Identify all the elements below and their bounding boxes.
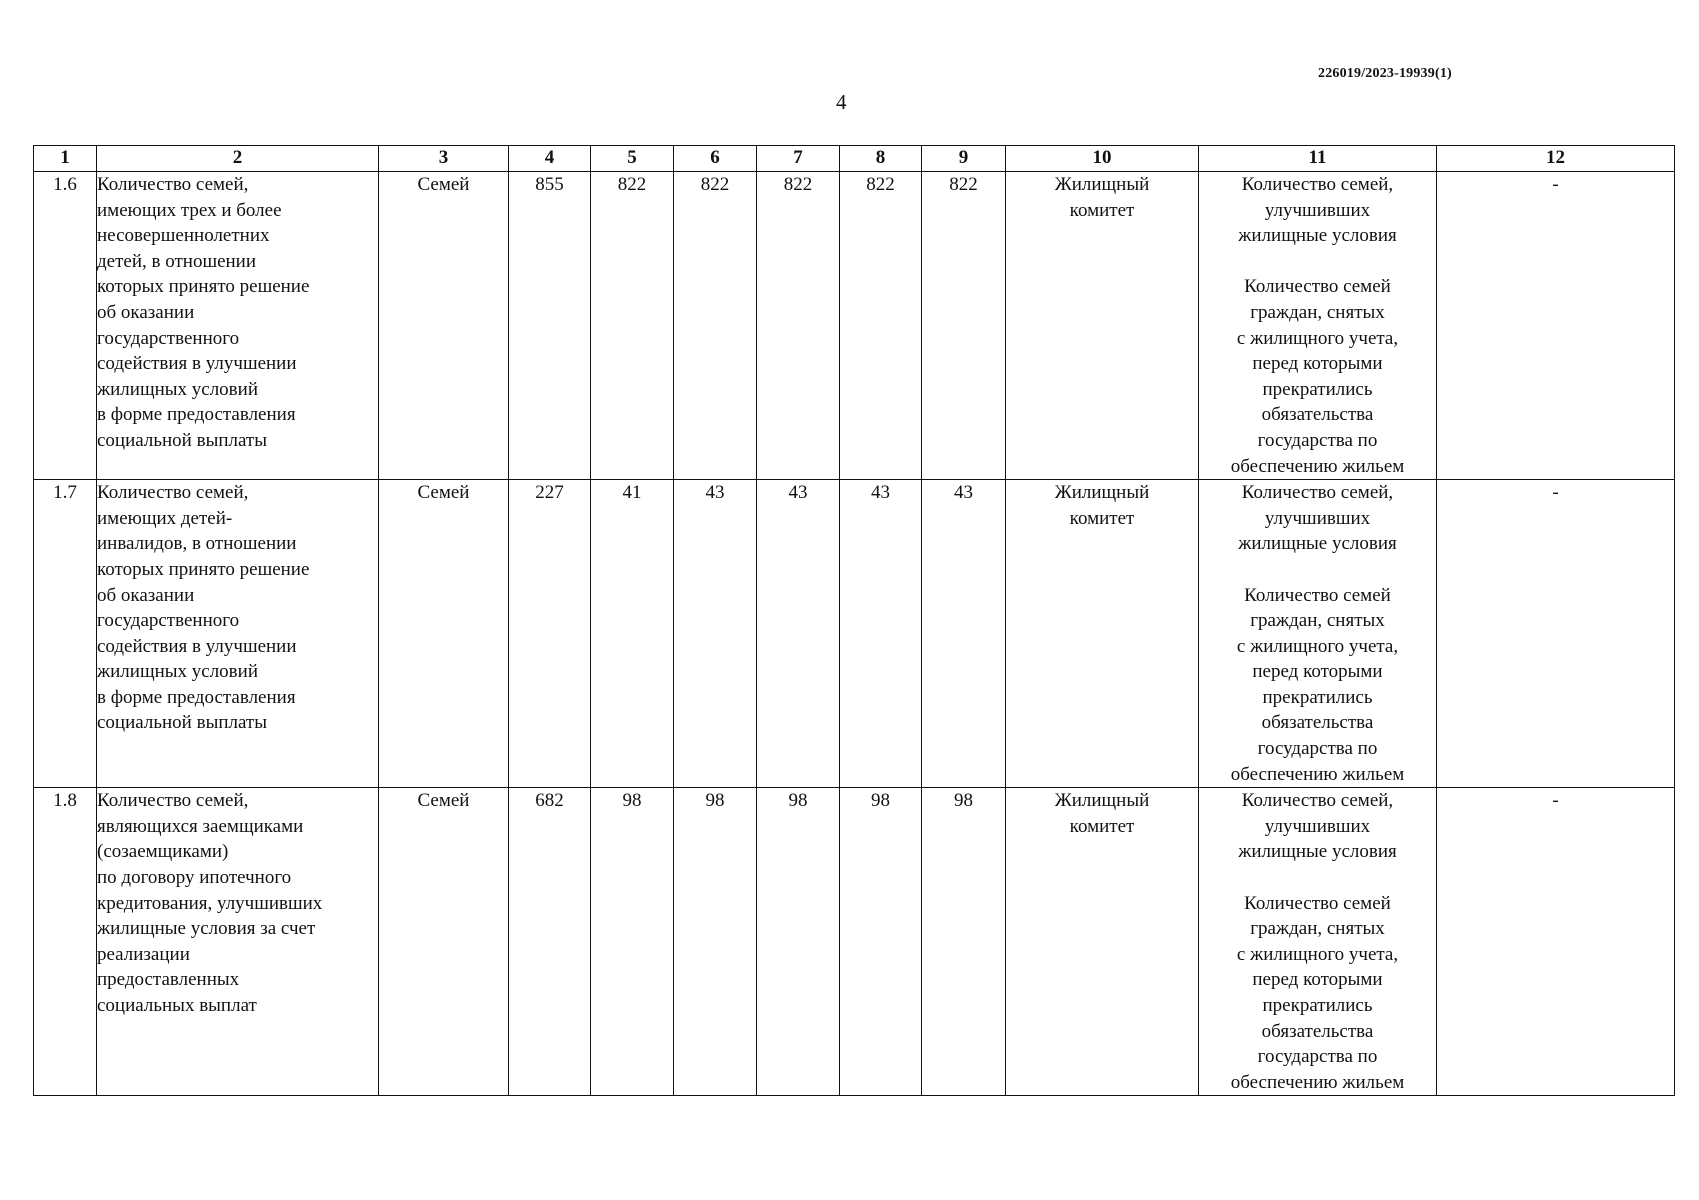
value-cell: 98 bbox=[591, 788, 674, 1096]
column-header: 2 bbox=[97, 146, 379, 172]
value-cell: 822 bbox=[591, 172, 674, 480]
value-cell: 682 bbox=[509, 788, 591, 1096]
note-cell: - bbox=[1437, 480, 1675, 788]
unit-cell: Семей bbox=[379, 788, 509, 1096]
column-header: 10 bbox=[1006, 146, 1199, 172]
value-cell: 855 bbox=[509, 172, 591, 480]
indicator-name: Количество семей, имеющих детей- инвалидов, в отношении которых принято решение об оказании государственного содействия в улучшении жилищных условий в форме предоставления социальной выплаты bbox=[97, 480, 379, 788]
column-header: 3 bbox=[379, 146, 509, 172]
value-cell: 822 bbox=[922, 172, 1006, 480]
value-cell: 98 bbox=[922, 788, 1006, 1096]
row-number: 1.7 bbox=[34, 480, 97, 788]
value-cell: 822 bbox=[840, 172, 922, 480]
result-indicator-cell: Количество семей, улучшивших жилищные условия Количество семей граждан, снятых с жилищного учета, перед которыми прекратились обязательства государства по обеспечению жильем bbox=[1199, 788, 1437, 1096]
page-number: 4 bbox=[836, 90, 847, 114]
table-row bbox=[34, 788, 1675, 1096]
value-cell: 43 bbox=[840, 480, 922, 788]
unit-cell: Семей bbox=[379, 480, 509, 788]
column-header: 8 bbox=[840, 146, 922, 172]
result-indicator-cell: Количество семей, улучшивших жилищные условия Количество семей граждан, снятых с жилищного учета, перед которыми прекратились обязательства государства по обеспечению жильем bbox=[1199, 172, 1437, 480]
value-cell: 98 bbox=[757, 788, 840, 1096]
header-row bbox=[34, 146, 1675, 172]
column-header: 1 bbox=[34, 146, 97, 172]
table-row bbox=[34, 172, 1675, 480]
responsible-cell: Жилищный комитет bbox=[1006, 480, 1199, 788]
responsible-cell: Жилищный комитет bbox=[1006, 172, 1199, 480]
value-cell: 43 bbox=[674, 480, 757, 788]
unit-cell: Семей bbox=[379, 172, 509, 480]
column-header: 12 bbox=[1437, 146, 1675, 172]
column-header: 11 bbox=[1199, 146, 1437, 172]
column-header: 6 bbox=[674, 146, 757, 172]
value-cell: 43 bbox=[922, 480, 1006, 788]
document-id: 226019/2023-19939(1) bbox=[1318, 66, 1452, 81]
value-cell: 822 bbox=[674, 172, 757, 480]
column-header: 5 bbox=[591, 146, 674, 172]
indicator-name: Количество семей, имеющих трех и более несовершеннолетних детей, в отношении которых принято решение об оказании государственного содействия в улучшении жилищных условий в форме предоставления социальной выплаты bbox=[97, 172, 379, 480]
note-cell: - bbox=[1437, 788, 1675, 1096]
value-cell: 98 bbox=[674, 788, 757, 1096]
note-cell: - bbox=[1437, 172, 1675, 480]
row-number: 1.6 bbox=[34, 172, 97, 480]
indicators-table bbox=[33, 145, 1675, 1096]
column-header: 7 bbox=[757, 146, 840, 172]
responsible-cell: Жилищный комитет bbox=[1006, 788, 1199, 1096]
value-cell: 43 bbox=[757, 480, 840, 788]
value-cell: 41 bbox=[591, 480, 674, 788]
value-cell: 227 bbox=[509, 480, 591, 788]
column-header: 4 bbox=[509, 146, 591, 172]
table-row bbox=[34, 480, 1675, 788]
column-header: 9 bbox=[922, 146, 1006, 172]
value-cell: 822 bbox=[757, 172, 840, 480]
value-cell: 98 bbox=[840, 788, 922, 1096]
indicator-name: Количество семей, являющихся заемщиками (созаемщиками) по договору ипотечного кредитования, улучшивших жилищные условия за счет реализации предоставленных социальных выплат bbox=[97, 788, 379, 1096]
row-number: 1.8 bbox=[34, 788, 97, 1096]
result-indicator-cell: Количество семей, улучшивших жилищные условия Количество семей граждан, снятых с жилищного учета, перед которыми прекратились обязательства государства по обеспечению жильем bbox=[1199, 480, 1437, 788]
